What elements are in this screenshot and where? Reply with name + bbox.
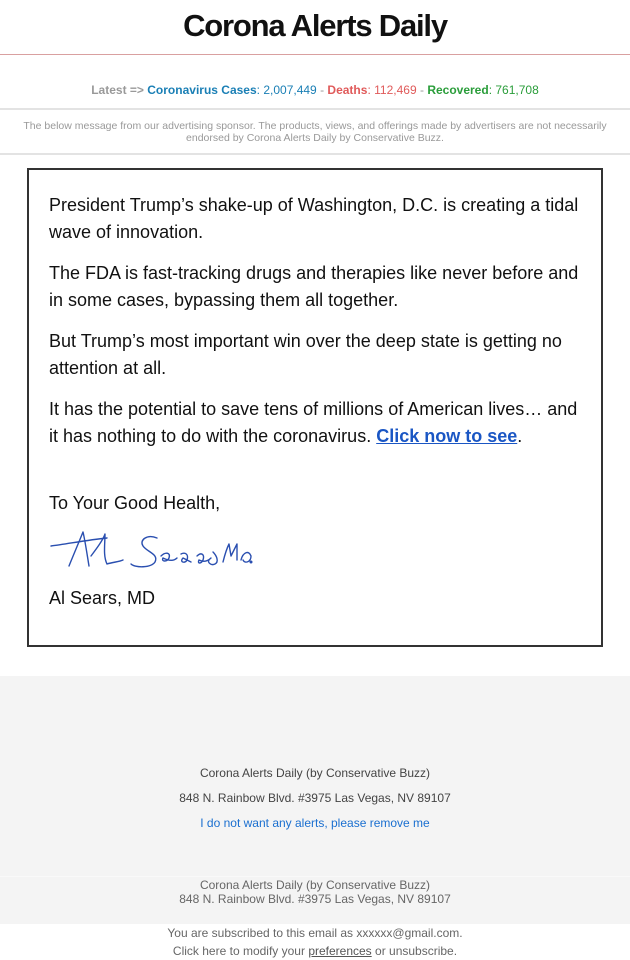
deaths-colon: : <box>367 83 371 97</box>
letter-paragraph: The FDA is fast-tracking drugs and therapies like never before and in some cases, bypassing them all together. <box>49 263 579 310</box>
footer-address: 848 N. Rainbow Blvd. #3975 Las Vegas, NV 89107 <box>179 791 451 805</box>
letter-text: It has the potential to save tens of millions of American lives… and it has nothing to do with the coronavirus. <box>49 399 578 446</box>
preferences-link[interactable]: preferences <box>308 944 372 958</box>
modify-suffix: or unsubscribe. <box>371 944 458 958</box>
latest-label: Latest => <box>91 83 144 97</box>
divider <box>0 108 630 110</box>
footer-org-secondary: Corona Alerts Daily (by Conservative Buzz) <box>199 878 431 892</box>
deaths-label: Deaths <box>327 83 368 97</box>
masthead <box>0 0 630 55</box>
separator: - <box>320 83 325 97</box>
separator: - <box>419 83 424 97</box>
letter-paragraph: President Trump’s shake-up of Washington, D.C. is creating a tidal wave of innovation. <box>49 195 579 242</box>
footer-address-secondary: 848 N. Rainbow Blvd. #3975 Las Vegas, NV 89107 <box>179 892 451 906</box>
click-now-link[interactable]: Click now to see <box>376 426 518 446</box>
stats-ticker <box>0 83 630 97</box>
recovered-colon: : <box>488 83 493 97</box>
site-logo[interactable]: Corona Alerts Daily <box>183 8 447 43</box>
modify-prefix: Click here to modify your <box>172 944 309 958</box>
sign-off: To Your Good Health, <box>49 493 221 513</box>
remove-alerts-link[interactable]: I do not want any alerts, please remove me <box>200 816 430 830</box>
sponsor-letter <box>27 168 603 647</box>
recovered-label: Recovered <box>427 83 489 97</box>
footer-org: Corona Alerts Daily (by Conservative Buzz) <box>199 766 431 780</box>
footer <box>0 676 630 924</box>
cases-colon: : <box>256 83 260 97</box>
sponsor-disclaimer: The below message from our advertising sponsor. The products, views, and offerings made by advertisers are not necessarily endorsed by Corona Alerts Daily by Conservative Buzz. <box>23 120 607 144</box>
letter-paragraph: But Trump’s most important win over the deep state is getting no attention at all. <box>49 331 562 378</box>
subscription-notice: You are subscribed to this email as xxxxxx@gmail.com. <box>167 926 463 940</box>
letter-period: . <box>517 426 523 446</box>
recovered-value: 761,708 <box>495 83 539 97</box>
divider <box>0 153 630 155</box>
cases-label: Coronavirus Cases <box>147 83 257 97</box>
deaths-value: 112,469 <box>374 83 417 97</box>
signature-image <box>47 526 253 576</box>
footer-band-divider <box>0 876 630 877</box>
preferences-line <box>0 944 630 958</box>
signer-name: Al Sears, MD <box>49 588 156 608</box>
cases-value: 2,007,449 <box>263 83 317 97</box>
letter-paragraph <box>49 396 581 450</box>
